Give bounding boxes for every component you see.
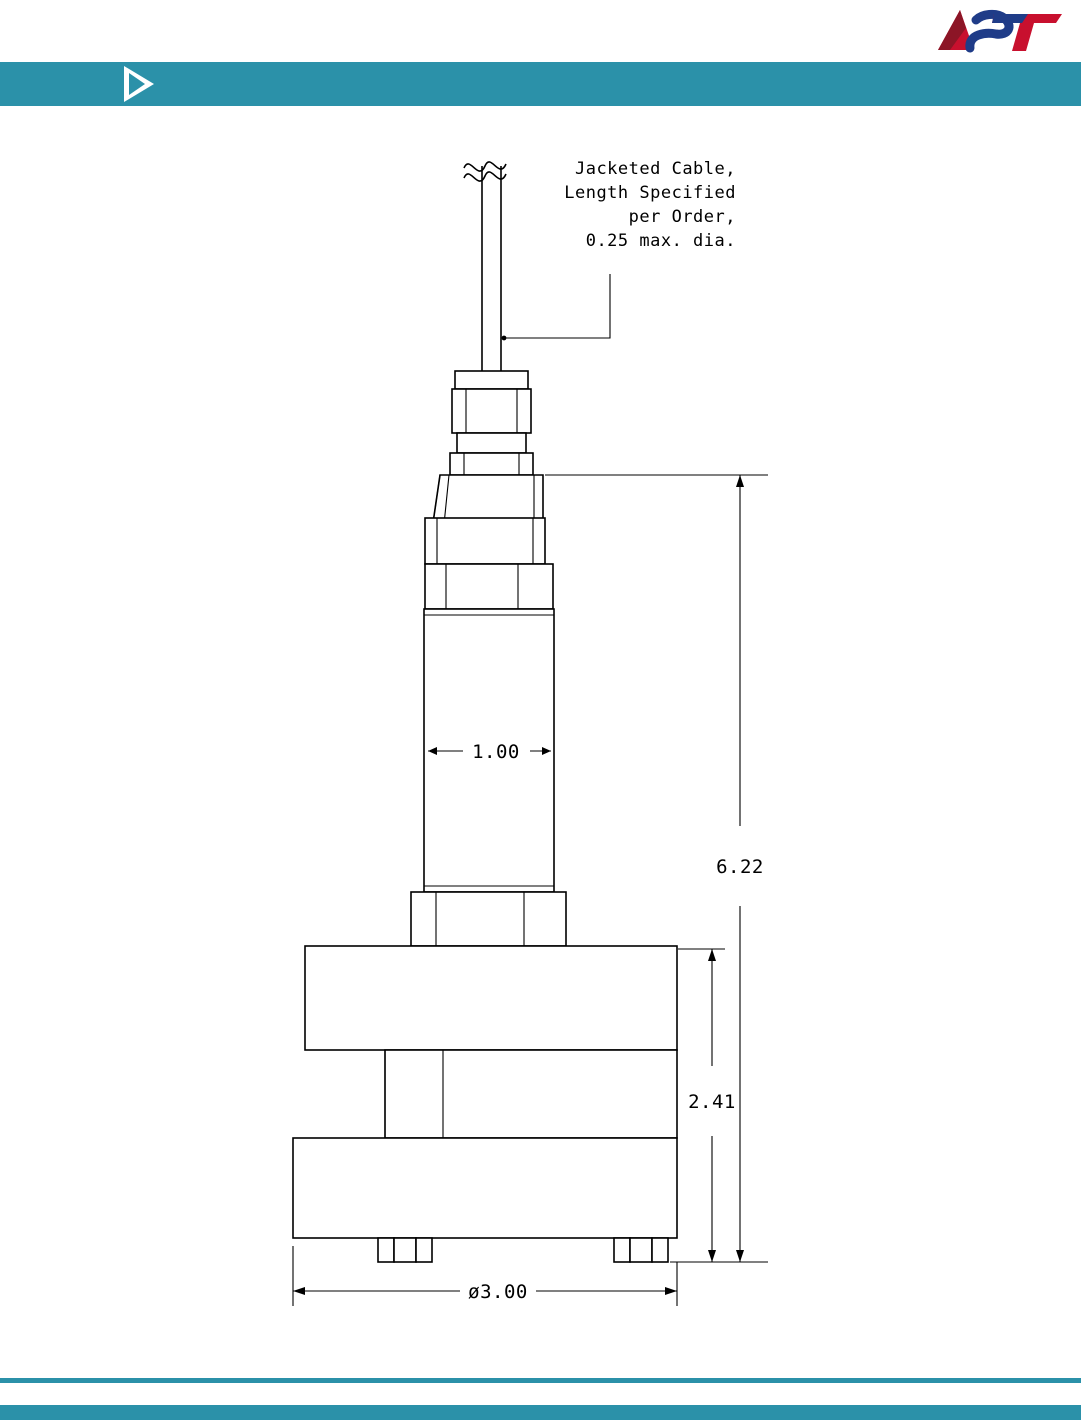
cable-group: [464, 162, 506, 371]
lower-flange-plate: [293, 1138, 677, 1238]
callout-line-2: Length Specified: [564, 183, 736, 203]
callout-line-1: Jacketed Cable,: [574, 159, 736, 179]
upper-housing-group: [425, 475, 545, 564]
lower-hex-nut: [411, 892, 566, 946]
flange-spacer: [385, 1050, 677, 1138]
outline-drawing: [0, 106, 1081, 1376]
callout-line-4: 0.25 max. dia.: [585, 231, 736, 251]
upper-flange-plate: [305, 946, 677, 1050]
dimension-overall-height-label: 6.22: [716, 856, 764, 878]
flange-bolts: [378, 1238, 668, 1262]
strain-relief-group: [450, 371, 533, 475]
dimension-flange-stack-label: 2.41: [688, 1091, 736, 1113]
callout-line-3: per Order,: [628, 207, 736, 227]
footer-band: [0, 1405, 1081, 1420]
header-chevron-icon: [120, 62, 180, 106]
jacketed-cable-note: [564, 159, 736, 251]
dimension-flange-stack: [678, 949, 736, 1262]
ast-logo: [930, 4, 1070, 60]
dimension-body-length-label: 1.00: [472, 741, 520, 763]
upper-hex-nut: [425, 564, 553, 609]
dimension-flange-diameter-label: ø3.00: [468, 1281, 528, 1303]
callout-leader: [502, 274, 610, 340]
footer-rule: [0, 1378, 1081, 1383]
